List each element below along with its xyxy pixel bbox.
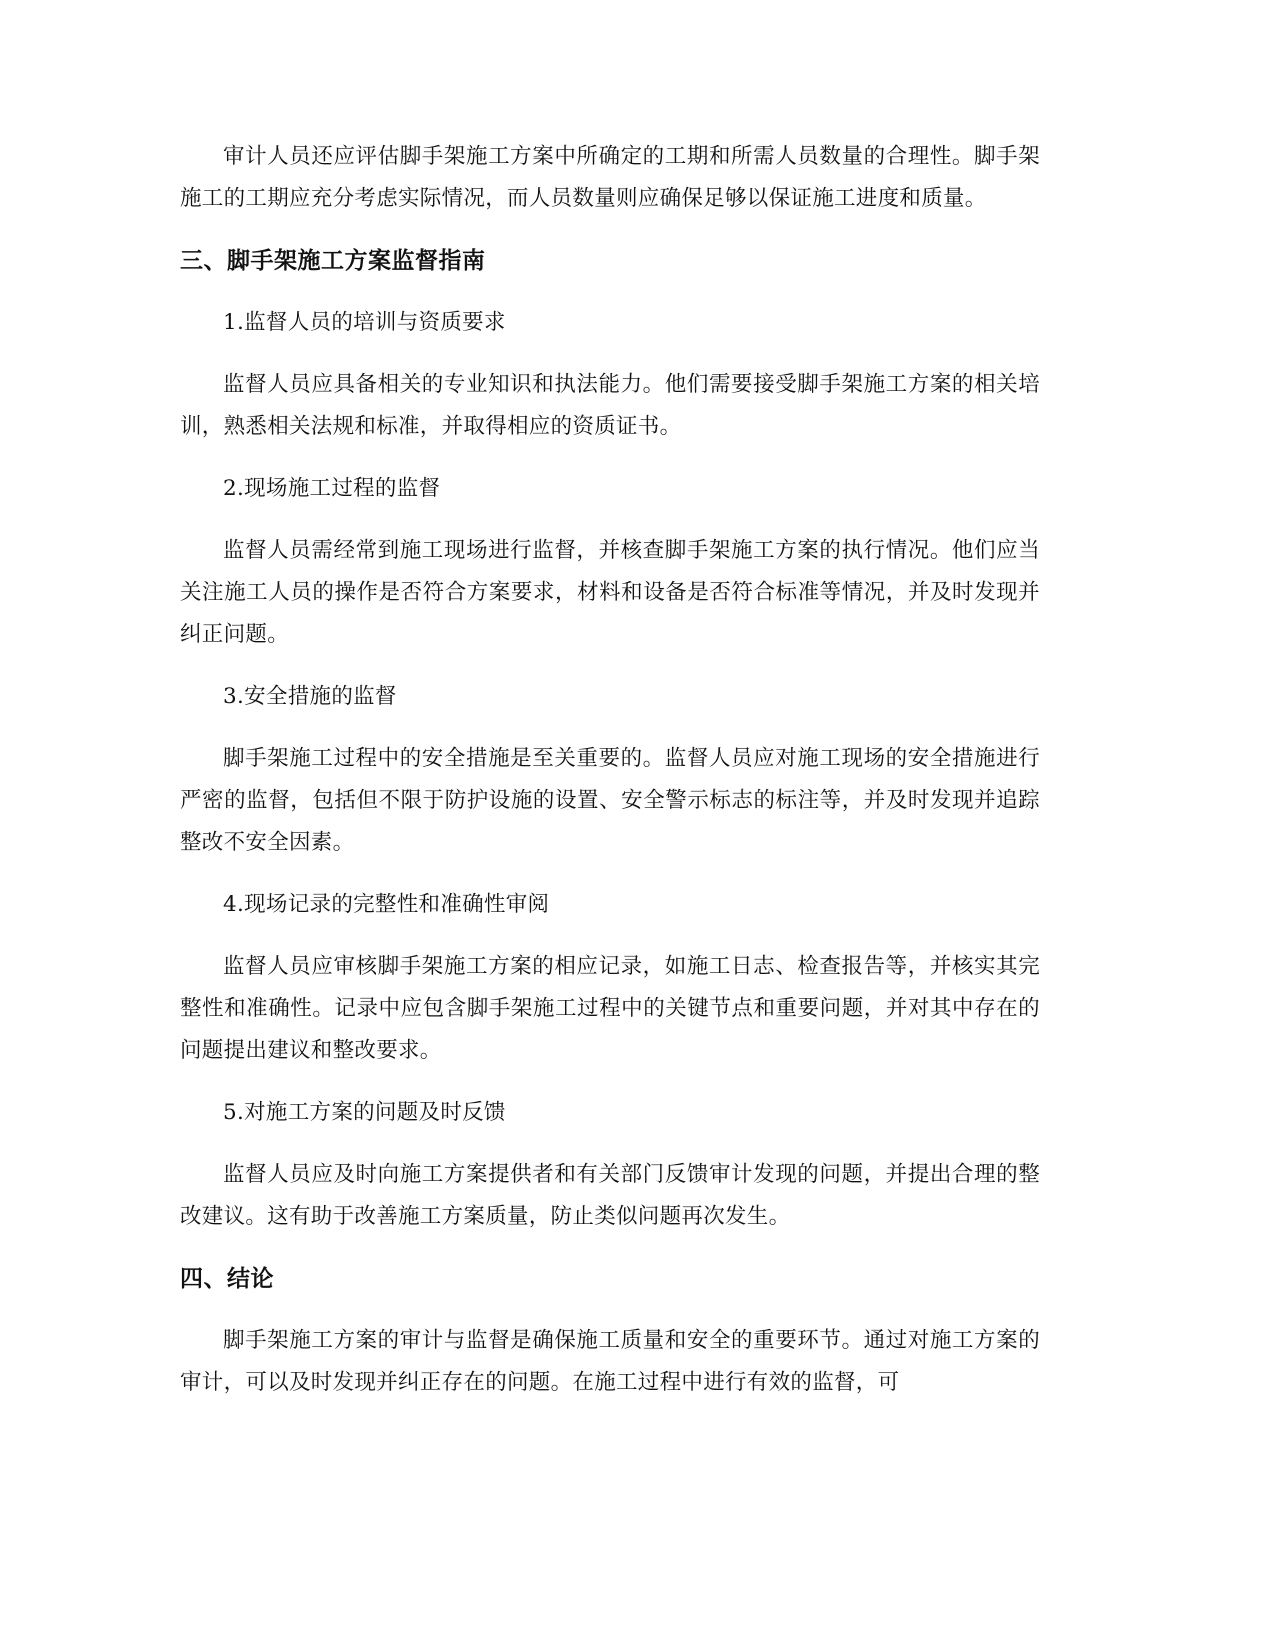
item-4-body: 监督人员应审核脚手架施工方案的相应记录，如施工日志、检查报告等，并核实其完整性和准确性。记录中应包含脚手架施工过程中的关键节点和重要问题，并对其中存在的问题提出建议和整改要求。 (180, 954, 1040, 1063)
intro-paragraph: 审计人员还应评估脚手架施工方案中所确定的工期和所需人员数量的合理性。脚手架施工的工期应充分考虑实际情况，而人员数量则应确保足够以保证施工进度和质量。 (180, 144, 1040, 211)
section-4-title: 四、结论 (180, 1266, 274, 1292)
item-2-body: 监督人员需经常到施工现场进行监督，并核查脚手架施工方案的执行情况。他们应当关注施工人员的操作是否符合方案要求，材料和设备是否符合标准等情况，并及时发现并纠正问题。 (180, 538, 1040, 647)
item-2-heading: 2.现场施工过程的监督 (223, 476, 441, 501)
item-3-heading: 3.安全措施的监督 (223, 684, 397, 709)
item-1-body: 监督人员应具备相关的专业知识和执法能力。他们需要接受脚手架施工方案的相关培训，熟悉相关法规和标准，并取得相应的资质证书。 (180, 372, 1040, 439)
item-4-heading: 4.现场记录的完整性和准确性审阅 (223, 892, 550, 917)
section-3-title: 三、脚手架施工方案监督指南 (180, 248, 486, 274)
conclusion-paragraph: 脚手架施工方案的审计与监督是确保施工质量和安全的重要环节。通过对施工方案的审计，可以及时发现并纠正存在的问题。在施工过程中进行有效的监督，可 (180, 1328, 1040, 1395)
item-1-heading: 1.监督人员的培训与资质要求 (223, 310, 506, 335)
document-body (180, 136, 1040, 1424)
item-5-heading: 5.对施工方案的问题及时反馈 (223, 1100, 506, 1125)
item-3-body: 脚手架施工过程中的安全措施是至关重要的。监督人员应对施工现场的安全措施进行严密的监督，包括但不限于防护设施的设置、安全警示标志的标注等，并及时发现并追踪整改不安全因素。 (180, 746, 1040, 855)
item-5-body: 监督人员应及时向施工方案提供者和有关部门反馈审计发现的问题，并提出合理的整改建议。这有助于改善施工方案质量，防止类似问题再次发生。 (180, 1162, 1040, 1229)
